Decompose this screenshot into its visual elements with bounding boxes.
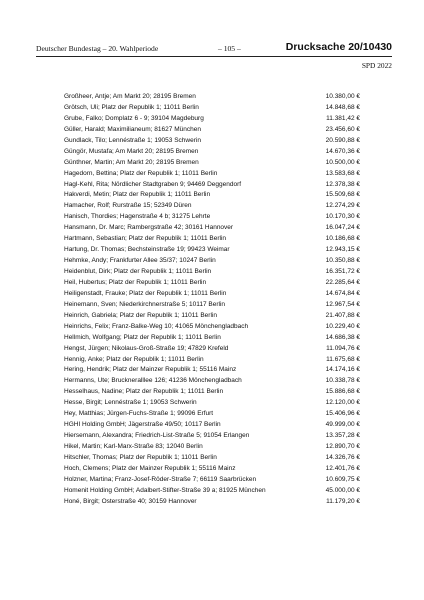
page-header bbox=[36, 42, 392, 56]
list-item bbox=[64, 442, 360, 453]
donation-amount: 12.274,29 € bbox=[325, 202, 360, 210]
donor-name-address: Großheer, Antje; Am Markt 20; 28195 Bremen bbox=[64, 93, 196, 100]
donation-list bbox=[64, 92, 360, 508]
donation-amount: 10.350,88 € bbox=[325, 257, 360, 265]
donation-amount: 13.357,28 € bbox=[325, 432, 360, 440]
donor-name-address: Hanisch, Thordies; Hagenstraße 4 b; 31275 Lehrte bbox=[64, 213, 211, 221]
list-item bbox=[64, 234, 360, 245]
donor-name-address: Hoch, Clemens; Platz der Mainzer Republik 1; 55116 Mainz bbox=[64, 464, 236, 472]
list-item bbox=[64, 464, 360, 475]
donation-amount: 12.967,54 € bbox=[325, 300, 360, 308]
donation-amount: 10.186,68 € bbox=[325, 235, 360, 243]
donation-amount: 10.500,00 € bbox=[325, 158, 360, 166]
donor-name-address: Hitschler, Thomas; Platz der Republik 1; 11011 Berlin bbox=[64, 453, 217, 461]
donation-amount: 15.406,96 € bbox=[325, 410, 360, 418]
donation-amount: 15.886,68 € bbox=[325, 388, 360, 396]
document-number: Drucksache 20/10430 bbox=[285, 41, 392, 53]
list-item bbox=[64, 256, 360, 267]
list-item bbox=[64, 180, 360, 191]
donor-name-address: Heiligenstadt, Frauke; Platz der Republik 1; 11011 Berlin bbox=[64, 289, 227, 297]
list-item bbox=[64, 245, 360, 256]
donor-name-address: Günthner, Martin; Am Markt 20; 28195 Bremen bbox=[64, 158, 199, 166]
donor-name-address: Güngör, Mustafa; Am Markt 20; 28195 Bremen bbox=[64, 147, 199, 155]
donation-amount: 11.381,42 € bbox=[326, 114, 360, 122]
donation-amount: 10.380,00 € bbox=[325, 93, 360, 100]
donor-name-address: Holzner, Martina; Franz-Josef-Röder-Straße 7; 66119 Saarbrücken bbox=[64, 475, 257, 483]
donor-name-address: Heil, Hubertus; Platz der Republik 1; 11011 Berlin bbox=[64, 278, 207, 286]
donation-amount: 14.686,38 € bbox=[325, 333, 360, 341]
donor-name-address: Hakverdi, Metin; Platz der Republik 1; 11011 Berlin bbox=[64, 191, 211, 199]
donation-amount: 10.609,75 € bbox=[325, 475, 360, 483]
donor-name-address: Hesselhaus, Nadine; Platz der Republik 1; 11011 Berlin bbox=[64, 388, 224, 396]
donation-amount: 12.890,70 € bbox=[325, 443, 360, 450]
donation-amount: 49.999,00 € bbox=[325, 421, 360, 429]
donor-name-address: Hagl-Kehl, Rita; Nördlicher Stadtgraben 9; 94469 Deggendorf bbox=[64, 180, 242, 188]
donation-amount: 23.456,60 € bbox=[325, 125, 360, 133]
donation-amount: 14.670,36 € bbox=[325, 147, 360, 155]
donation-amount: 12.943,15 € bbox=[325, 246, 360, 254]
list-item bbox=[64, 431, 360, 442]
donation-amount: 14.174,16 € bbox=[325, 366, 360, 374]
donation-amount: 14.674,84 € bbox=[325, 289, 360, 297]
donor-name-address: HGHI Holding GmbH; Jägerstraße 49/50; 10117 Berlin bbox=[64, 421, 221, 429]
list-item bbox=[64, 223, 360, 234]
donor-name-address: Hiersemann, Alexandra; Friedrich-List-Straße 5; 91054 Erlangen bbox=[64, 432, 250, 440]
donor-name-address: Hamacher, Rolf; Rurstraße 15; 52349 Düren bbox=[64, 202, 192, 210]
list-item bbox=[64, 344, 360, 355]
donation-amount: 11.094,76 € bbox=[326, 344, 360, 352]
donation-amount: 14.326,76 € bbox=[325, 453, 360, 461]
list-item bbox=[64, 158, 360, 169]
list-item bbox=[64, 497, 360, 508]
list-item bbox=[64, 420, 360, 431]
donor-name-address: Hagedorn, Bettina; Platz der Republik 1; 11011 Berlin bbox=[64, 169, 218, 177]
donation-amount: 14.848,68 € bbox=[325, 103, 360, 111]
donation-amount: 22.285,64 € bbox=[325, 278, 360, 286]
donor-name-address: Gundlack, Tilo; Lennéstraße 1; 19053 Schwerin bbox=[64, 136, 201, 144]
list-item bbox=[64, 125, 360, 136]
donor-name-address: Hikel, Martin; Karl-Marx-Straße 83; 12040 Berlin bbox=[64, 443, 203, 450]
donation-amount: 20.590,88 € bbox=[325, 136, 360, 144]
donation-amount: 12.378,38 € bbox=[325, 180, 360, 188]
list-item bbox=[64, 103, 360, 114]
donor-name-address: Heinrichs, Felix; Franz-Balke-Weg 10; 41065 Mönchengladbach bbox=[64, 322, 249, 330]
list-item bbox=[64, 365, 360, 376]
page-number: – 105 – bbox=[218, 44, 241, 53]
donor-name-address: Heinemann, Sven; Niederkirchnerstraße 5; 10117 Berlin bbox=[64, 300, 226, 308]
donation-amount: 13.583,68 € bbox=[325, 169, 360, 177]
list-item bbox=[64, 278, 360, 289]
donor-name-address: Hengst, Jürgen; Nikolaus-Groß-Straße 19; 47829 Krefeld bbox=[64, 344, 229, 352]
list-item bbox=[64, 114, 360, 125]
list-item bbox=[64, 486, 360, 497]
list-item bbox=[64, 212, 360, 223]
list-item bbox=[64, 190, 360, 201]
donation-amount: 11.675,68 € bbox=[326, 355, 360, 363]
list-item bbox=[64, 398, 360, 409]
donation-amount: 10.338,78 € bbox=[325, 377, 360, 385]
donation-amount: 16.351,72 € bbox=[325, 268, 360, 275]
donor-name-address: Hartmann, Sebastian; Platz der Republik 1; 11011 Berlin bbox=[64, 235, 226, 243]
donor-name-address: Güller, Harald; Maximilianeum; 81627 München bbox=[64, 125, 201, 133]
list-item bbox=[64, 376, 360, 387]
donation-amount: 12.401,76 € bbox=[325, 464, 360, 472]
donor-name-address: Honé, Birgit; Osterstraße 40; 30159 Hannover bbox=[64, 497, 197, 505]
donation-amount: 10.170,30 € bbox=[325, 213, 360, 221]
donor-name-address: Hennig, Anke; Platz der Republik 1; 11011 Berlin bbox=[64, 355, 204, 363]
donation-amount: 10.229,40 € bbox=[325, 322, 360, 330]
donation-amount: 11.179,20 € bbox=[326, 497, 360, 505]
donation-amount: 12.120,00 € bbox=[325, 399, 360, 407]
donor-name-address: Heidenblut, Dirk; Platz der Republik 1; 11011 Berlin bbox=[64, 268, 212, 275]
donor-name-address: Hellmich, Wolfgang; Platz der Republik 1; 11011 Berlin bbox=[64, 333, 221, 341]
list-item bbox=[64, 289, 360, 300]
list-item bbox=[64, 267, 360, 278]
donor-name-address: Hesse, Birgit; Lennéstraße 1; 19053 Schwerin bbox=[64, 399, 197, 407]
list-item bbox=[64, 387, 360, 398]
list-item bbox=[64, 355, 360, 366]
donor-name-address: Hermanns, Ute; Bruckneralllee 126; 41236 Mönchengladbach bbox=[64, 377, 242, 385]
list-item bbox=[64, 300, 360, 311]
list-item bbox=[64, 201, 360, 212]
list-item bbox=[64, 169, 360, 180]
header-rule bbox=[36, 56, 392, 57]
parliament-label: Deutscher Bundestag – 20. Wahlperiode bbox=[36, 44, 159, 53]
donation-amount: 16.047,24 € bbox=[325, 224, 360, 232]
list-item bbox=[64, 453, 360, 464]
donor-name-address: Heinrich, Gabriela; Platz der Republik 1; 11011 Berlin bbox=[64, 311, 217, 319]
donor-name-address: Hey, Matthias; Jürgen-Fuchs-Straße 1; 99096 Erfurt bbox=[64, 410, 214, 418]
list-item bbox=[64, 311, 360, 322]
donor-name-address: Hehmke, Andy; Frankfurter Allee 35/37; 10247 Berlin bbox=[64, 257, 216, 265]
list-item bbox=[64, 475, 360, 486]
donor-name-address: Grötsch, Uli; Platz der Republik 1; 11011 Berlin bbox=[64, 103, 199, 111]
donation-amount: 21.407,88 € bbox=[325, 311, 360, 319]
donation-amount: 45.000,00 € bbox=[325, 486, 360, 494]
donor-name-address: Homenit Holding GmbH; Adalbert-Stifter-Straße 39 a; 81925 München bbox=[64, 486, 266, 494]
donor-name-address: Hansmann, Dr. Marc; Rambergstraße 42; 30161 Hannover bbox=[64, 224, 234, 232]
list-item bbox=[64, 92, 360, 103]
list-item bbox=[64, 322, 360, 333]
list-item bbox=[64, 147, 360, 158]
donor-name-address: Hering, Hendrik; Platz der Mainzer Republik 1; 55116 Mainz bbox=[64, 366, 237, 374]
donation-amount: 15.509,68 € bbox=[325, 191, 360, 199]
donor-name-address: Hartung, Dr. Thomas; Bechsteinstraße 19; 99423 Weimar bbox=[64, 246, 230, 254]
donor-name-address: Grube, Falko; Domplatz 6 - 9; 39104 Magdeburg bbox=[64, 114, 204, 122]
list-item bbox=[64, 409, 360, 420]
list-item bbox=[64, 333, 360, 344]
party-year-label: SPD 2022 bbox=[361, 61, 392, 70]
list-item bbox=[64, 136, 360, 147]
